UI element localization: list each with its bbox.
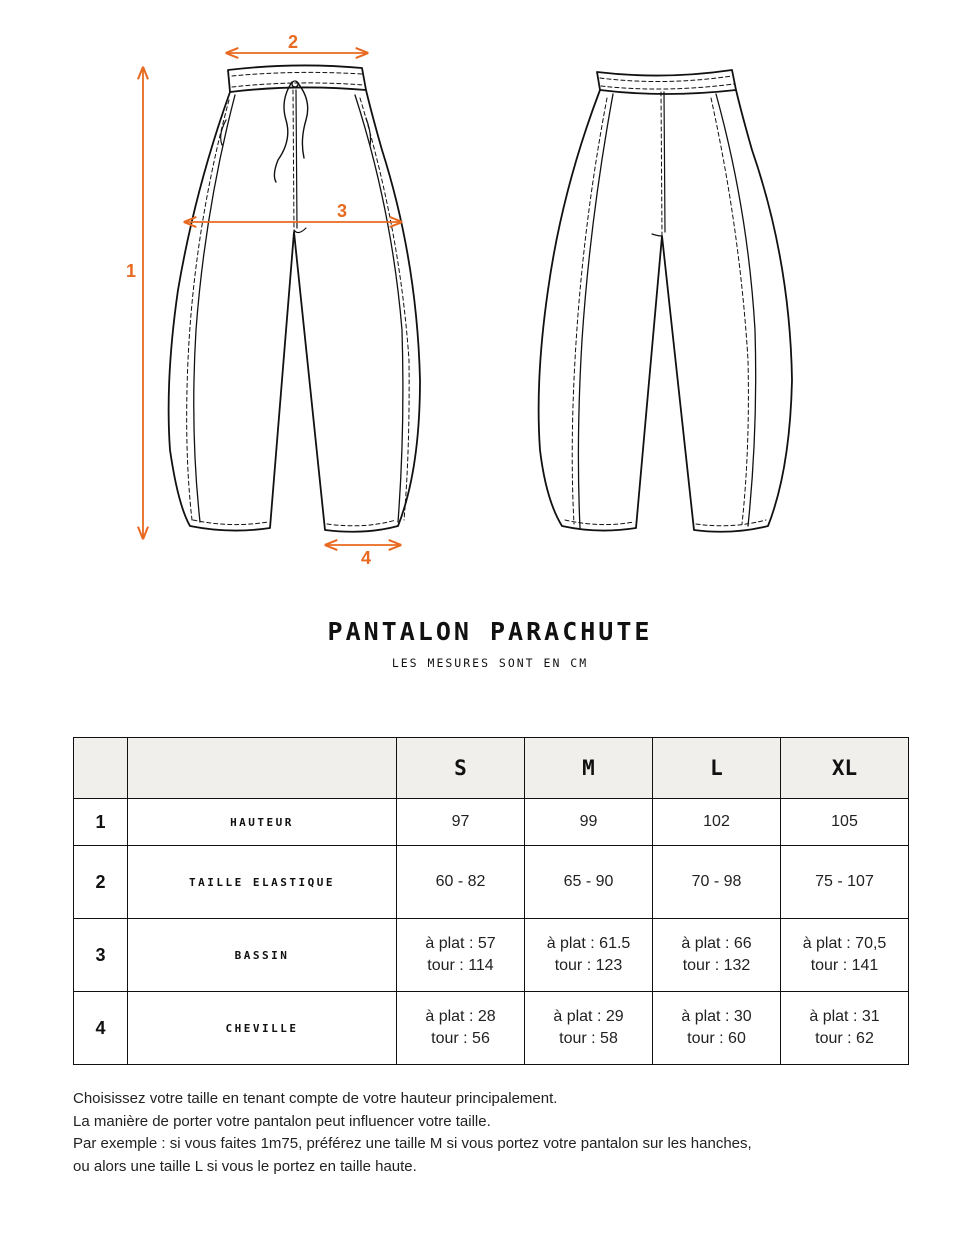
row-label: CHEVILLE xyxy=(128,992,397,1065)
table-row xyxy=(74,919,909,992)
row-number: 1 xyxy=(74,799,128,846)
table-cell: à plat : 30 tour : 60 xyxy=(653,992,781,1065)
table-cell: 97 xyxy=(397,799,525,846)
size-header-l: L xyxy=(653,738,781,799)
table-row xyxy=(74,846,909,919)
table-header-blank xyxy=(74,738,128,799)
size-header-s: S xyxy=(397,738,525,799)
front-outline xyxy=(169,90,420,532)
table-row xyxy=(74,992,909,1065)
row-label: BASSIN xyxy=(128,919,397,992)
note-line: La manière de porter votre pantalon peut influencer votre taille. xyxy=(73,1112,491,1130)
front-view-drawing xyxy=(169,65,420,531)
table-cell: à plat : 29 tour : 58 xyxy=(525,992,653,1065)
table-cell: à plat : 70,5 tour : 141 xyxy=(781,919,909,992)
technical-drawing xyxy=(0,0,980,580)
page-title: PANTALON PARACHUTE xyxy=(327,617,653,646)
back-view-drawing xyxy=(539,70,792,532)
measure-label-2: 2 xyxy=(288,32,299,52)
table-cell: 60 - 82 xyxy=(397,846,525,919)
page-subtitle: LES MESURES SONT EN CM xyxy=(391,656,589,670)
table-header-blank xyxy=(128,738,397,799)
table-cell: 70 - 98 xyxy=(653,846,781,919)
note-line: Par exemple : si vous faites 1m75, préférez une taille M si vous portez votre pantalon sur les hanches, xyxy=(73,1135,752,1152)
size-header-xl: XL xyxy=(781,738,909,799)
table-cell: 65 - 90 xyxy=(525,846,653,919)
size-table xyxy=(73,737,909,1065)
measure-label-1: 1 xyxy=(126,261,137,281)
note-line: ou alors une taille L si vous le portez en taille haute. xyxy=(73,1157,417,1175)
table-cell: à plat : 57 tour : 114 xyxy=(397,919,525,992)
size-advice-notes xyxy=(73,1088,933,1178)
row-label: HAUTEUR xyxy=(128,799,397,846)
table-cell: à plat : 66 tour : 132 xyxy=(653,919,781,992)
measure-label-4: 4 xyxy=(361,548,372,568)
row-label: TAILLE ELASTIQUE xyxy=(128,846,397,919)
table-cell: à plat : 31 tour : 62 xyxy=(781,992,909,1065)
measure-label-3: 3 xyxy=(337,201,348,221)
table-cell: 75 - 107 xyxy=(781,846,909,919)
front-waistband xyxy=(228,65,366,92)
table-cell: à plat : 61.5 tour : 123 xyxy=(525,919,653,992)
back-waistband xyxy=(597,70,736,94)
table-cell: à plat : 28 tour : 56 xyxy=(397,992,525,1065)
table-cell: 102 xyxy=(653,799,781,846)
row-number: 3 xyxy=(74,919,128,992)
table-header-row xyxy=(74,738,909,799)
table-cell: 105 xyxy=(781,799,909,846)
row-number: 2 xyxy=(74,846,128,919)
row-number: 4 xyxy=(74,992,128,1065)
note-line: Choisissez votre taille en tenant compte de votre hauteur principalement. xyxy=(73,1090,558,1107)
size-header-m: M xyxy=(525,738,653,799)
table-row xyxy=(74,799,909,846)
table-cell: 99 xyxy=(525,799,653,846)
